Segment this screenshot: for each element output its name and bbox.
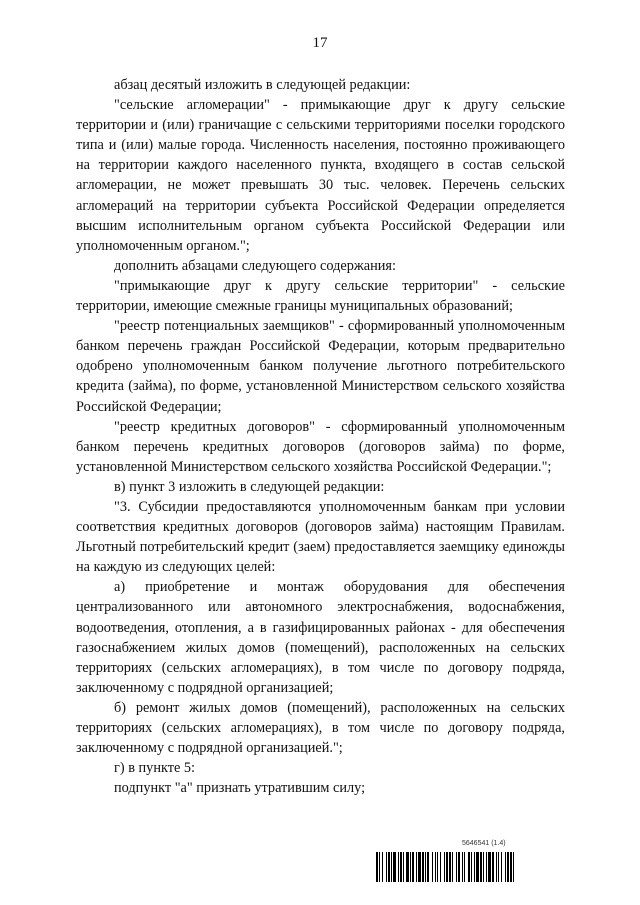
paragraph-7: в) пункт 3 изложить в следующей редакции: — [114, 478, 385, 495]
paragraph-3: дополнить абзацами следующего содержания: — [114, 257, 396, 274]
paragraph-10: б) ремонт жилых домов (помещений), расположенных на сельских территориях (сельских агломерациях), в том числе по договору подряда, заключенному с подрядной организацией."; — [76, 699, 565, 757]
barcode-icon — [376, 852, 563, 882]
document-body — [76, 75, 565, 798]
document-code: 5646541 (1.4) — [462, 840, 506, 847]
paragraph-5: "реестр потенциальных заемщиков" - сформированный уполномоченным банком перечень граждан Российской Федерации, которым предварительно одобрено уполномоченным банком получение льготного потребительского кредита (займа), по форме, установленной Министерством сельского хозяйства Российской Федерации; — [76, 318, 565, 415]
paragraph-1: абзац десятый изложить в следующей редакции: — [114, 77, 411, 93]
paragraph-8: "3. Субсидии предоставляются уполномоченным банкам при условии соответствия кредитных договоров (договоров займа) настоящим Правилам. Льготный потребительский кредит (заем) предоставляется заемщику единожды на каждую из следующих целей: — [76, 498, 565, 576]
paragraph-2: "сельские агломерации" - примыкающие друг к другу сельские территории и (или) граничащие с сельскими территориями поселки городского типа и (или) малые города. Численность населения, постоянно проживающего на территории каждого населенного пункта, входящего в состав сельской агломерации, не может превышать 30 тыс. человек. Перечень сельских агломераций на территории субъекта Российской Федерации определяется высшим исполнительным органом субъекта Российской Федерации или уполномоченным органом."; — [76, 97, 565, 254]
paragraph-12: подпункт "а" признать утратившим силу; — [114, 780, 366, 797]
paragraph-9: а) приобретение и монтаж оборудования для обеспечения централизованного или автономного электроснабжения, водоснабжения, водоотведения, отопления, а в газифицированных районах - для обеспечения газоснабжением жилых домов (помещений), расположенных на сельских территориях (сельских агломерациях), в том числе по договору подряда, заключенному с подрядной организацией; — [76, 579, 565, 696]
paragraph-4: "примыкающие друг к другу сельские территории" - сельские территории, имеющие смежные границы муниципальных образований; — [76, 277, 565, 315]
paragraph-6: "реестр кредитных договоров" - сформированный уполномоченным банком перечень кредитных договоров (договоров займа) по форме, установленной Министерством сельского хозяйства Российской Федерации."; — [76, 418, 565, 475]
page-number: 17 — [312, 35, 328, 51]
paragraph-11: г) в пункте 5: — [114, 760, 196, 777]
